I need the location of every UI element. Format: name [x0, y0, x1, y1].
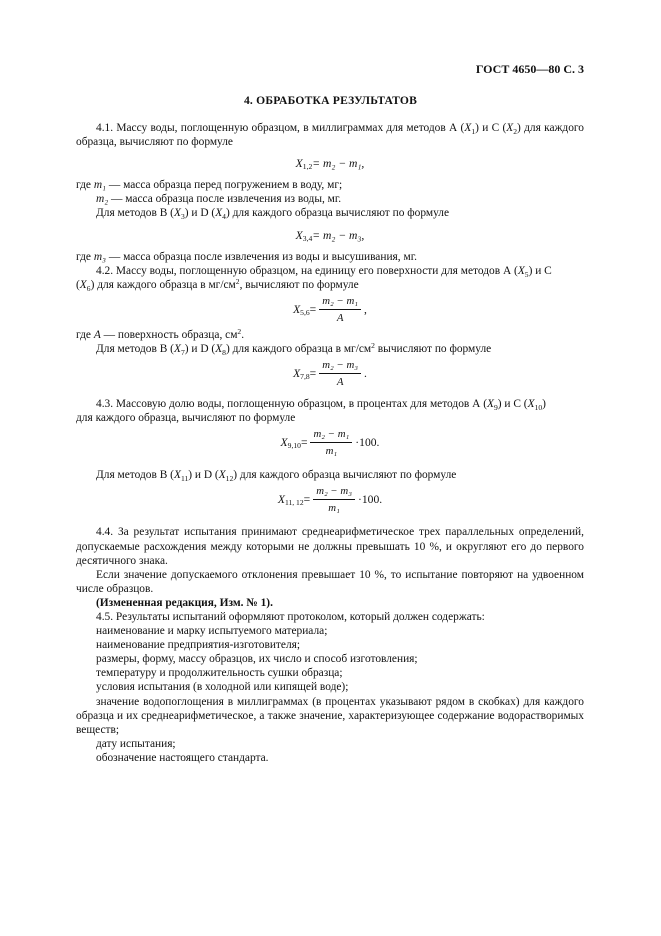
- formula-x34: X 3,4 = m₂ − m₃,: [295, 228, 365, 243]
- list-item: температуру и продолжительность сушки образца;: [96, 667, 343, 680]
- paragraph-4-1: 4.1. Массу воды, поглощенную образцом, в миллиграммах для методов А $(X_1)$ и С $(X_2)$ для каждого образца, вычисляют по формуле: [76, 122, 584, 149]
- list-item: условия испытания (в холодной или кипящей воде);: [96, 681, 349, 694]
- methods-b-d-1: Для методов В $(X_3)$ и D $(X_4)$ для каждого образца вычисляют по формуле: [96, 207, 450, 222]
- list-item: значение водопоглощения в миллиграммах (в процентах указывают рядом в скобках) для каждого образца и их среднеарифметическое, а также значение, характеризующее содержание водорастворимых веществ;: [76, 695, 584, 736]
- paragraph-4-5: 4.5. Результаты испытаний оформляют протоколом, который должен содержать:: [96, 610, 485, 623]
- list-item: обозначение настоящего стандарта.: [96, 751, 269, 764]
- formula-x56: X 5,6 = $\frac{\text{m₂ − m₁}}{A}$ ,: [293, 294, 367, 324]
- amendment-note: (Измененная редакция, Изм. № 1).: [96, 596, 273, 609]
- fraction: $\frac{\text{m₂ − m₃}}{\text{m₁}}$: [313, 485, 355, 515]
- protocol-list: [76, 624, 584, 765]
- list-item: размеры, форму, массу образцов, их число и способ изготовления;: [96, 653, 418, 666]
- paragraph-4-4-retest: Если значение допускаемого отклонения превышает 10 %, то испытание повторяют на удвоенном числе образцов.: [76, 568, 584, 595]
- section-title: 4. ОБРАБОТКА РЕЗУЛЬТАТОВ: [243, 94, 418, 107]
- document-body: [76, 121, 584, 765]
- fraction: $\frac{\text{m₂ − m₁}}{A}$: [319, 295, 361, 325]
- formula-x12: X 1,2 = m₂ − m₁,: [295, 157, 365, 172]
- methods-b-d-2: Для методов В $(X_7)$ и D $(X_8)$ для каждого образца в $мг/см^2$ вычисляют по формуле: [96, 341, 492, 358]
- paragraph-4-4: 4.4. За результат испытания принимают среднеарифметическое трех параллельных определений, допускаемые расхождения между которыми не должны превышать 10 %, и округляют его до первого десятичного знака.: [76, 526, 584, 567]
- list-item: наименование и марку испытуемого материала;: [96, 625, 328, 638]
- formula-x910: X 9,10 = $\frac{\text{m₂ − m₁}}{\text{m₁}}$ ·100.: [280, 428, 380, 458]
- paragraph-4-2-cont: $(X_6)$ для каждого образца в $мг/см^2$, вычисляют по формуле: [76, 276, 359, 293]
- where-m2: m₂ — масса образца после извлечения из воды, мг.: [96, 193, 342, 206]
- list-item: наименование предприятия-изготовителя;: [96, 639, 301, 652]
- where-m1: где m₁ — масса образца перед погружением в воду, мг;: [76, 179, 343, 192]
- fraction: $\frac{\text{m₂ − m₃}}{A}$: [319, 359, 361, 389]
- paragraph-4-2: 4.2. Массу воды, поглощенную образцом, на единицу его поверхности для методов А $(X_5)$ и С: [96, 264, 552, 279]
- fraction: $\frac{\text{m₂ − m₁}}{\text{m₁}}$: [310, 428, 352, 458]
- methods-b-d-3: Для методов В $(X_{11})$ и D $(X_{12})$ для каждого образца вычисляют по формуле: [96, 469, 457, 484]
- formula-x1112: X 11, 12 = $\frac{\text{m₂ − m₃}}{\text{m₁}}$ ·100.: [277, 485, 383, 515]
- page-header: ГОСТ 4650—80 С. 3: [475, 62, 584, 76]
- where-m3: где m₃ — масса образца после извлечения из воды и высушивания, мг.: [76, 250, 417, 263]
- where-a: где A — поверхность образца, $см^2$.: [76, 326, 245, 341]
- formula-x78: X 7,8 = $\frac{\text{m₂ − m₃}}{A}$ .: [293, 359, 367, 389]
- paragraph-4-3: 4.3. Массовую долю воды, поглощенную образцом, в процентах для методов А $(X_9)$ и С $(X_{10})$: [96, 398, 546, 413]
- paragraph-4-3-cont: для каждого образца, вычисляют по формуле: [76, 412, 296, 425]
- list-item: дату испытания;: [96, 737, 176, 750]
